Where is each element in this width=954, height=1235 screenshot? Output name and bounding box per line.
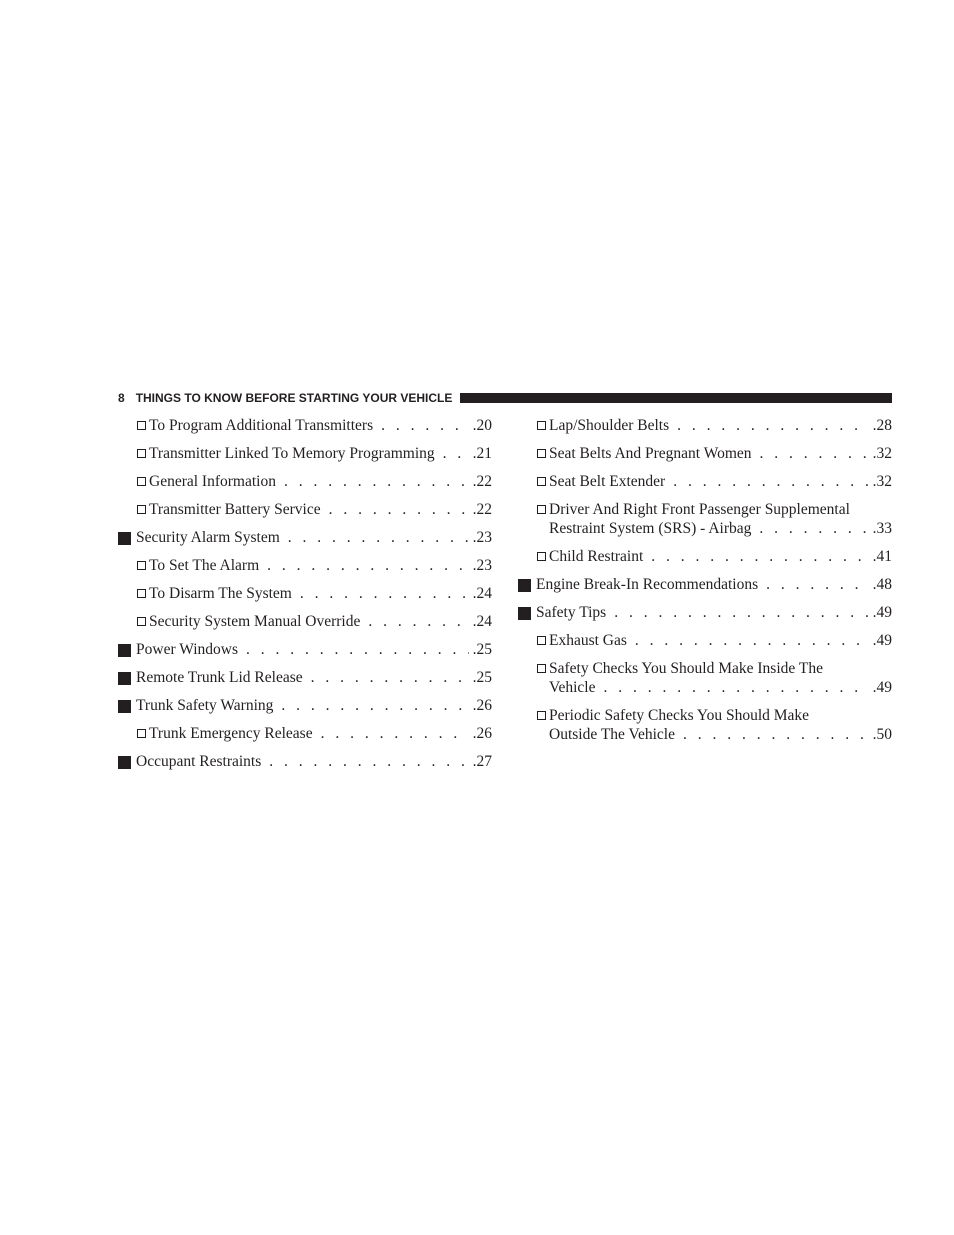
hollow-square-bullet-icon xyxy=(137,589,146,598)
toc-page-number: .23 xyxy=(472,557,492,574)
dot-leader xyxy=(677,416,869,435)
toc-page-number: .20 xyxy=(472,417,492,434)
page-header xyxy=(118,389,892,407)
toc-entry-label: To Set The Alarm xyxy=(149,557,260,574)
filled-square-bullet-icon xyxy=(118,644,131,657)
toc-entry-label: General Information xyxy=(149,473,276,490)
toc-entry-label: Seat Belts And Pregnant Women xyxy=(549,445,752,462)
toc-page-number: .24 xyxy=(472,585,492,602)
toc-page-number: .25 xyxy=(472,669,492,686)
hollow-square-bullet-icon xyxy=(537,477,546,486)
toc-entry[interactable] xyxy=(118,444,492,463)
toc-entry-label: Power Windows xyxy=(136,641,238,658)
toc-entry[interactable] xyxy=(518,444,892,463)
toc-entry-label: Driver And Right Front Passenger Supplemental xyxy=(549,501,850,518)
hollow-square-bullet-icon xyxy=(537,664,546,673)
toc-entry-label: Periodic Safety Checks You Should Make xyxy=(549,707,810,724)
toc-page-number: .23 xyxy=(472,529,492,546)
toc-entry-label: Remote Trunk Lid Release xyxy=(136,669,303,686)
toc-entry[interactable] xyxy=(518,416,892,435)
toc-entry[interactable] xyxy=(518,500,892,538)
toc-page-number: .48 xyxy=(872,576,892,593)
dot-leader xyxy=(673,472,868,491)
toc-entry[interactable] xyxy=(118,584,492,603)
hollow-square-bullet-icon xyxy=(537,636,546,645)
dot-leader xyxy=(683,725,869,744)
toc-entry-label: Occupant Restraints xyxy=(136,753,262,770)
dot-leader xyxy=(368,612,468,631)
filled-square-bullet-icon xyxy=(518,607,531,620)
filled-square-bullet-icon xyxy=(118,672,131,685)
toc-page-number: .22 xyxy=(472,501,492,518)
toc-entry[interactable] xyxy=(518,575,892,594)
toc-entry[interactable] xyxy=(518,472,892,491)
hollow-square-bullet-icon xyxy=(537,421,546,430)
toc-entry-label: Exhaust Gas xyxy=(549,632,627,649)
toc-entry-label: Vehicle xyxy=(549,679,596,696)
filled-square-bullet-icon xyxy=(518,579,531,592)
dot-leader xyxy=(300,584,469,603)
hollow-square-bullet-icon xyxy=(537,552,546,561)
toc-entry[interactable] xyxy=(118,724,492,743)
dot-leader xyxy=(760,444,869,463)
dot-leader xyxy=(269,752,468,771)
toc-page-number: .49 xyxy=(872,632,892,649)
toc-entry[interactable] xyxy=(518,659,892,697)
toc-entry[interactable] xyxy=(118,696,492,715)
toc-page-number: .28 xyxy=(872,417,892,434)
toc-page-number: .24 xyxy=(472,613,492,630)
dot-leader xyxy=(311,668,469,687)
toc-entry-label: Seat Belt Extender xyxy=(549,473,666,490)
toc-entry[interactable] xyxy=(118,640,492,659)
toc-entry-label: Trunk Emergency Release xyxy=(149,725,313,742)
dot-leader xyxy=(381,416,469,435)
toc-entry[interactable] xyxy=(518,631,892,650)
toc-page-number: .22 xyxy=(472,473,492,490)
hollow-square-bullet-icon xyxy=(137,505,146,514)
toc-entry-label: Safety Checks You Should Make Inside The xyxy=(549,660,823,677)
toc-entry[interactable] xyxy=(518,547,892,566)
filled-square-bullet-icon xyxy=(118,532,131,545)
hollow-square-bullet-icon xyxy=(137,477,146,486)
toc-entry-label: Security System Manual Override xyxy=(149,613,361,630)
filled-square-bullet-icon xyxy=(118,700,131,713)
toc-page-number: .21 xyxy=(472,445,492,462)
toc-entry-label: Security Alarm System xyxy=(136,529,280,546)
dot-leader xyxy=(246,640,469,659)
toc-entry-label: Outside The Vehicle xyxy=(549,726,675,743)
toc-entry[interactable] xyxy=(118,416,492,435)
toc-entry-label: Transmitter Battery Service xyxy=(149,501,321,518)
dot-leader xyxy=(614,603,868,622)
toc-entry-label: Safety Tips xyxy=(536,604,607,621)
toc-entry[interactable] xyxy=(518,706,892,744)
hollow-square-bullet-icon xyxy=(137,617,146,626)
toc-page-number: .50 xyxy=(872,726,892,743)
dot-leader xyxy=(284,472,469,491)
hollow-square-bullet-icon xyxy=(137,729,146,738)
hollow-square-bullet-icon xyxy=(537,449,546,458)
dot-leader xyxy=(603,678,868,697)
toc-page-number: .27 xyxy=(472,753,492,770)
header-rule xyxy=(460,393,892,403)
toc-entry[interactable] xyxy=(518,603,892,622)
toc-page-number: .25 xyxy=(472,641,492,658)
toc-entry-label: Engine Break-In Recommendations xyxy=(536,576,759,593)
toc-page-number: .32 xyxy=(872,473,892,490)
hollow-square-bullet-icon xyxy=(537,711,546,720)
toc-entry-label: Restraint System (SRS) - Airbag xyxy=(549,520,752,537)
toc-entry[interactable] xyxy=(118,472,492,491)
filled-square-bullet-icon xyxy=(118,756,131,769)
dot-leader xyxy=(766,575,869,594)
toc-page-number: .33 xyxy=(872,520,892,537)
dot-leader xyxy=(288,528,469,547)
toc-entry-label: To Disarm The System xyxy=(149,585,292,602)
toc-entry[interactable] xyxy=(118,500,492,519)
toc-page-number: .32 xyxy=(872,445,892,462)
toc-entry[interactable] xyxy=(118,556,492,575)
dot-leader xyxy=(329,500,469,519)
toc-entry-label: To Program Additional Transmitters xyxy=(149,417,374,434)
dot-leader xyxy=(651,547,868,566)
dot-leader xyxy=(443,444,469,463)
dot-leader xyxy=(759,519,868,538)
toc-entry[interactable] xyxy=(118,752,492,771)
toc-entry-label: Trunk Safety Warning xyxy=(136,697,274,714)
dot-leader xyxy=(281,696,468,715)
page-number: 8 xyxy=(118,391,125,405)
toc-page-number: .49 xyxy=(872,679,892,696)
toc-page-number: .49 xyxy=(872,604,892,621)
hollow-square-bullet-icon xyxy=(137,449,146,458)
toc-left-column xyxy=(118,416,492,780)
toc-page-number: .26 xyxy=(472,725,492,742)
toc-page-number: .26 xyxy=(472,697,492,714)
toc-entry-label: Transmitter Linked To Memory Programming xyxy=(149,445,435,462)
hollow-square-bullet-icon xyxy=(537,505,546,514)
hollow-square-bullet-icon xyxy=(137,421,146,430)
toc-entry[interactable] xyxy=(118,668,492,687)
dot-leader xyxy=(267,556,468,575)
section-title: THINGS TO KNOW BEFORE STARTING YOUR VEHICLE xyxy=(135,391,453,405)
toc-entry-label: Lap/Shoulder Belts xyxy=(549,417,670,434)
dot-leader xyxy=(321,724,469,743)
toc-entry[interactable] xyxy=(118,528,492,547)
toc-right-column xyxy=(518,416,892,753)
hollow-square-bullet-icon xyxy=(137,561,146,570)
toc-page-number: .41 xyxy=(872,548,892,565)
dot-leader xyxy=(635,631,869,650)
toc-entry[interactable] xyxy=(118,612,492,631)
toc-entry-label: Child Restraint xyxy=(549,548,644,565)
